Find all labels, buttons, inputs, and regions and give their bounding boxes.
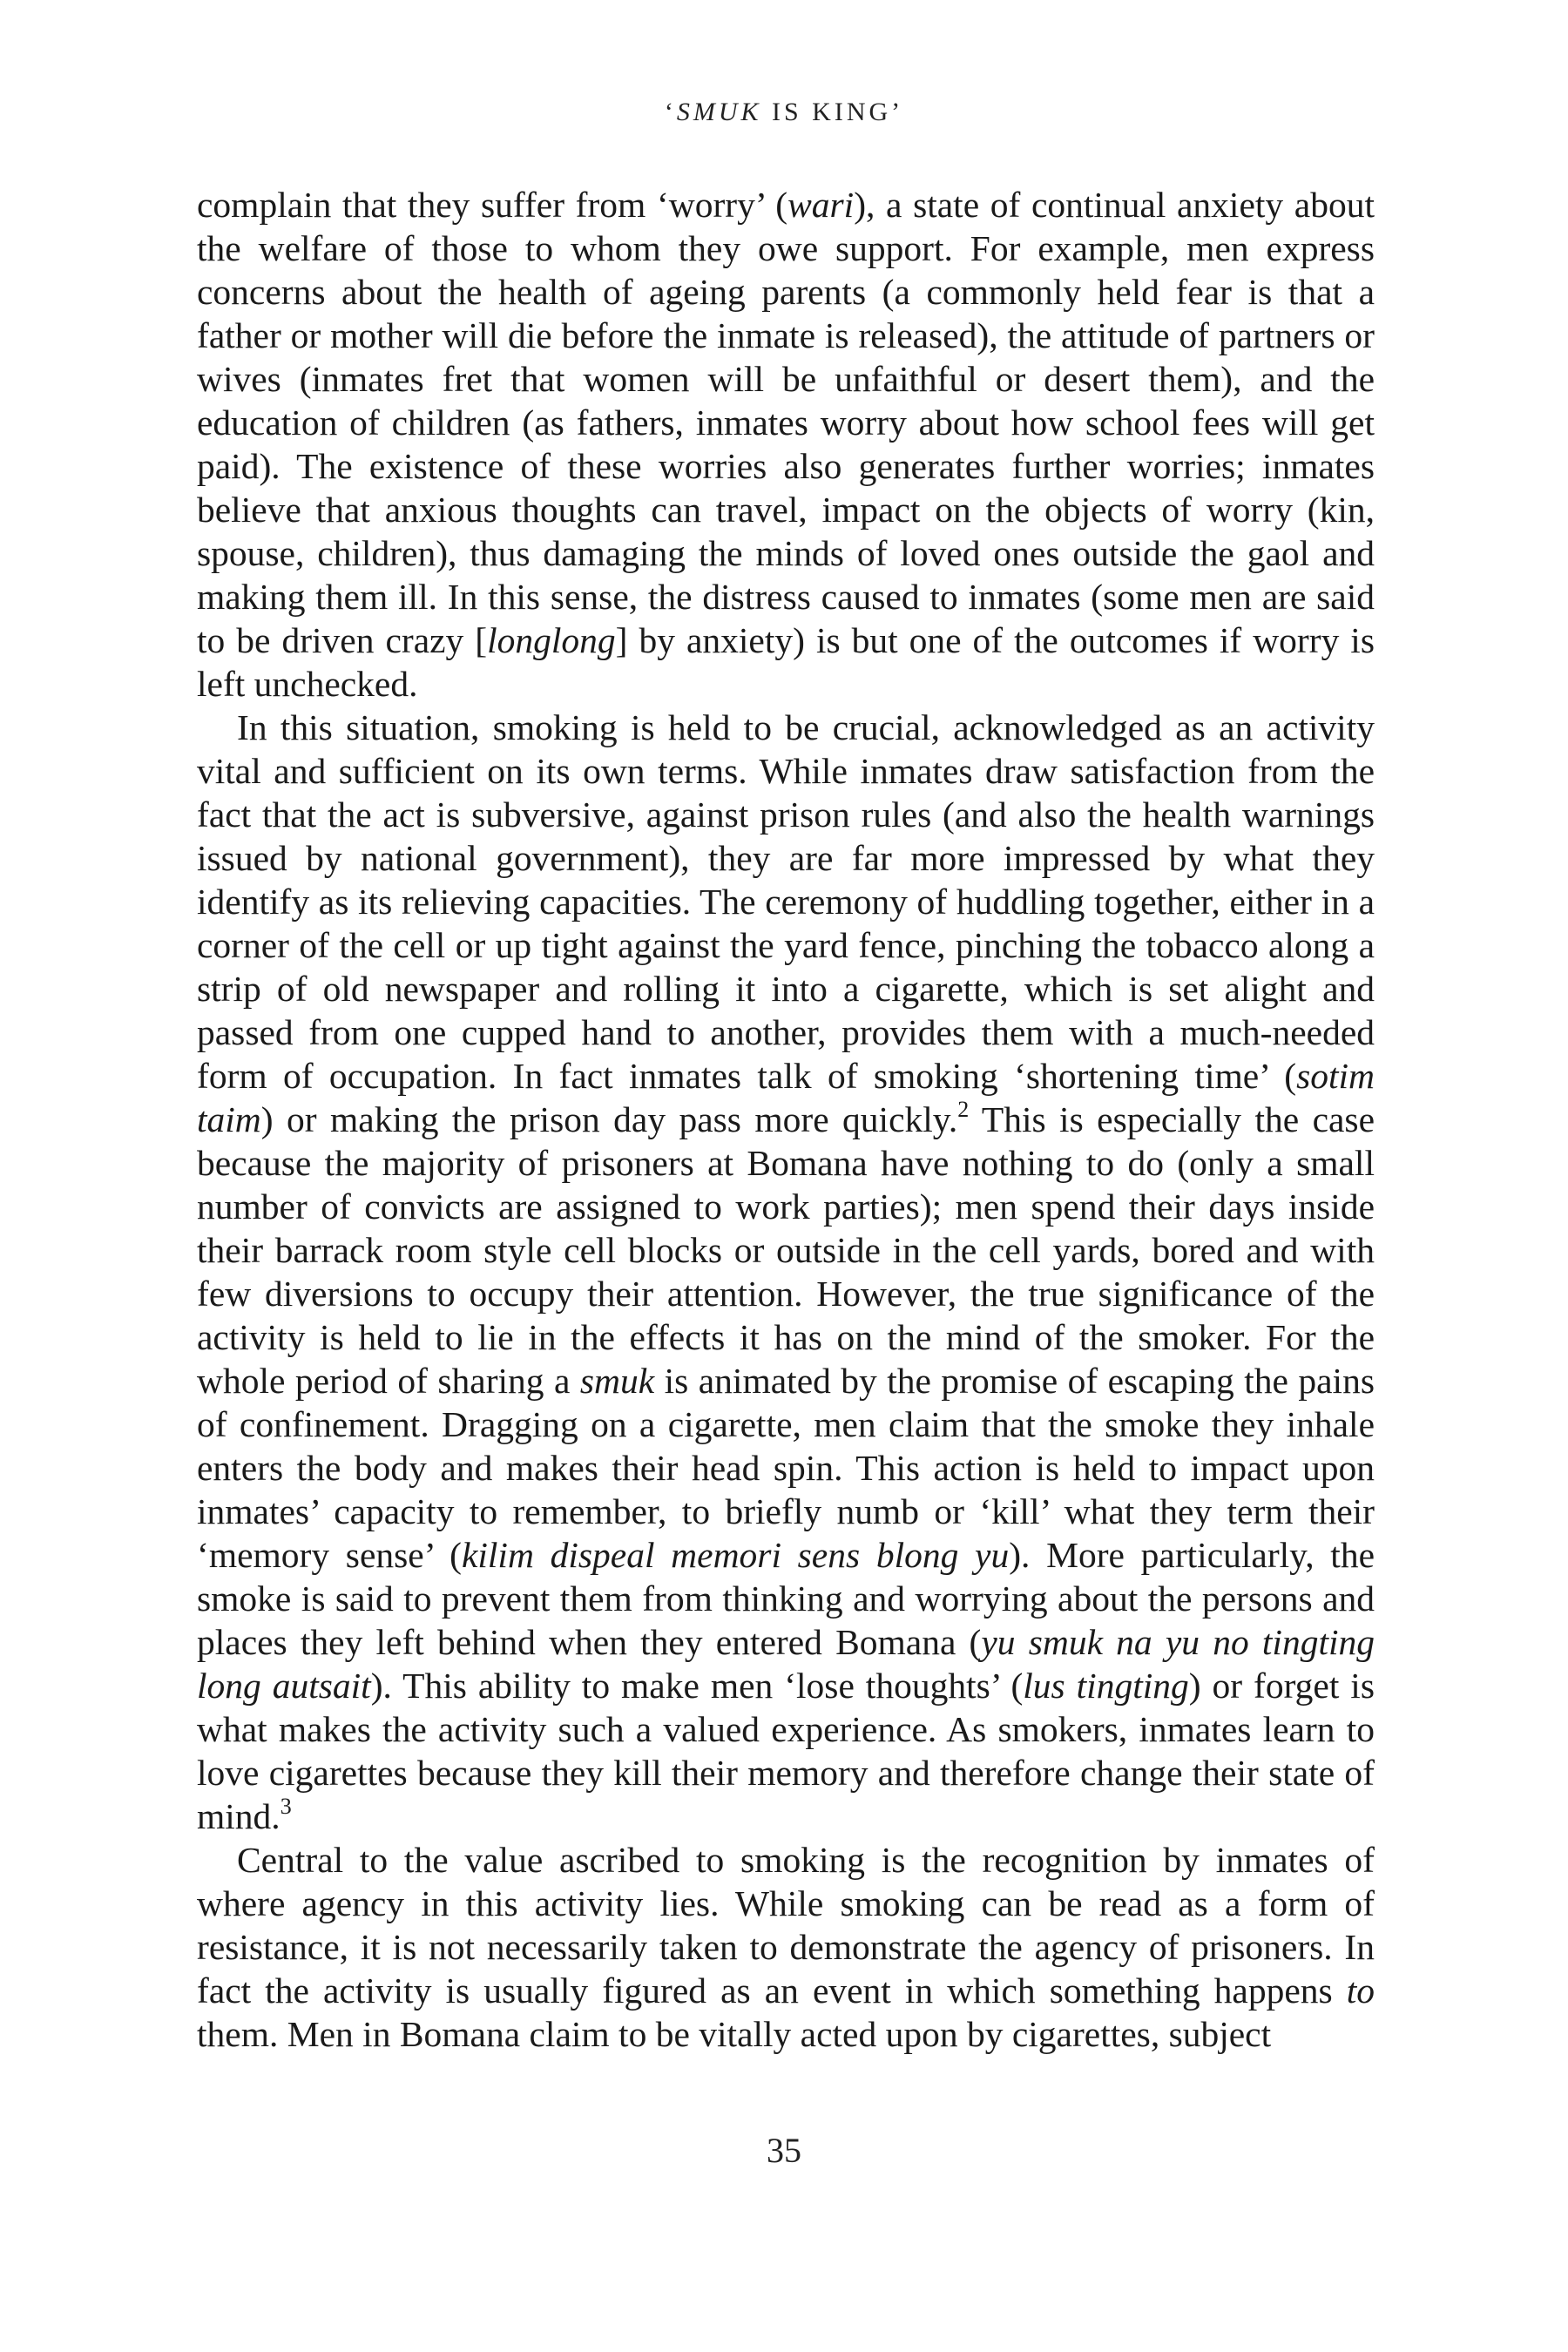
running-head	[0, 98, 1568, 127]
body-text	[197, 183, 1375, 2056]
text-run: ). More particularly, the smoke is said to prevent them from thinking and worrying about the persons and places they left behind when they entered Bomana (	[197, 1535, 1375, 1662]
text-run: ] by anxiety) is but one of the outcomes if worry is left unchecked.	[197, 620, 1375, 704]
italic-term: lus tingting	[1023, 1666, 1189, 1706]
italic-term: smuk	[579, 1361, 655, 1401]
italic-term: yu smuk na yu no tingting long autsait	[197, 1622, 1375, 1706]
footnote-marker: 2	[957, 1097, 970, 1123]
text-run: ). This ability to make men ‘lose thoughts’ (	[370, 1666, 1024, 1706]
italic-term: wari	[787, 185, 855, 225]
paragraph-smoking-crucial	[197, 706, 1375, 1838]
text-run: ), a state of continual anxiety about the welfare of those to whom they owe support. For example, men express concerns about the health of ageing parents (a commonly held fear is that a father or mother will die before the inmate is released), the attitude of partners or wives (inmates fret that women will be unfaithful or desert them), and the education of children (as fathers, inmates worry about how school fees will get paid). The existence of these worries also generates further worries; inmates believe that anxious thoughts can travel, impact on the objects of worry (kin, spouse, children), thus damaging the minds of loved ones outside the gaol and making them ill. In this sense, the distress caused to inmates (some men are said to be driven crazy [	[197, 185, 1375, 660]
paragraph-continued	[197, 183, 1375, 706]
running-head-rest: IS KING	[761, 98, 892, 126]
text-run: This is especially the case because the majority of prisoners at Bomana have nothing to do (only a small number of convicts are assigned to work parties); men spend their days inside their barrack room style cell blocks or outside in the cell yards, bored and with few diversions to occupy their attention. However, the true significance of the activity is held to lie in the effects it has on the mind of the smoker. For the whole period of sharing a	[197, 1099, 1375, 1401]
running-head-close-quote: ’	[891, 98, 904, 126]
paragraph-agency	[197, 1838, 1375, 2056]
footnote-marker: 3	[280, 1794, 292, 1820]
italic-term: longlong	[487, 620, 616, 660]
page-number: 35	[767, 2131, 801, 2170]
text-run: ) or making the prison day pass more quickly.	[260, 1099, 958, 1139]
italic-term: sotim taim	[197, 1056, 1375, 1139]
italic-term: to	[1346, 1970, 1375, 2011]
italic-term: kilim dispeal memori sens blong yu	[461, 1535, 1010, 1575]
text-run: is animated by the promise of escaping the pains of confinement. Dragging on a cigarette, men claim that the smoke they inhale enters the body and makes their head spin. This action is held to impact upon inmates’ capacity to remember, to briefly numb or ‘kill’ what they term their ‘memory sense’ (	[197, 1361, 1375, 1575]
text-run: them. Men in Bomana claim to be vitally acted upon by cigarettes, subject	[197, 2014, 1272, 2054]
running-head-italic-word: SMUK	[676, 98, 762, 126]
text-run: In this situation, smoking is held to be crucial, acknowledged as an activity vital and sufficient on its own terms. While inmates draw satisfaction from the fact that the act is subversive, against prison rules (and also the health warnings issued by national government), they are far more impressed by what they identify as its relieving capacities. The ceremony of huddling together, either in a corner of the cell or up tight against the yard fence, pinching the tobacco along a strip of old newspaper and rolling it into a cigarette, which is set alight and passed from one cupped hand to another, provides them with a much-needed form of occupation. In fact inmates talk of smoking ‘shortening time’ (	[197, 707, 1375, 1096]
running-head-open-quote: ‘	[664, 98, 677, 126]
text-run: Central to the value ascribed to smoking is the recognition by inmates of where agency in this activity lies. While smoking can be read as a form of resistance, it is not necessarily taken to demonstrate the agency of prisoners. In fact the activity is usually figured as an event in which something happens	[197, 1840, 1375, 2011]
text-run: complain that they suffer from ‘worry’ (	[197, 185, 788, 225]
text-run: ) or forget is what makes the activity such a valued experience. As smokers, inmates learn to love cigarettes because they kill their memory and therefore change their state of mind.	[197, 1666, 1375, 1836]
